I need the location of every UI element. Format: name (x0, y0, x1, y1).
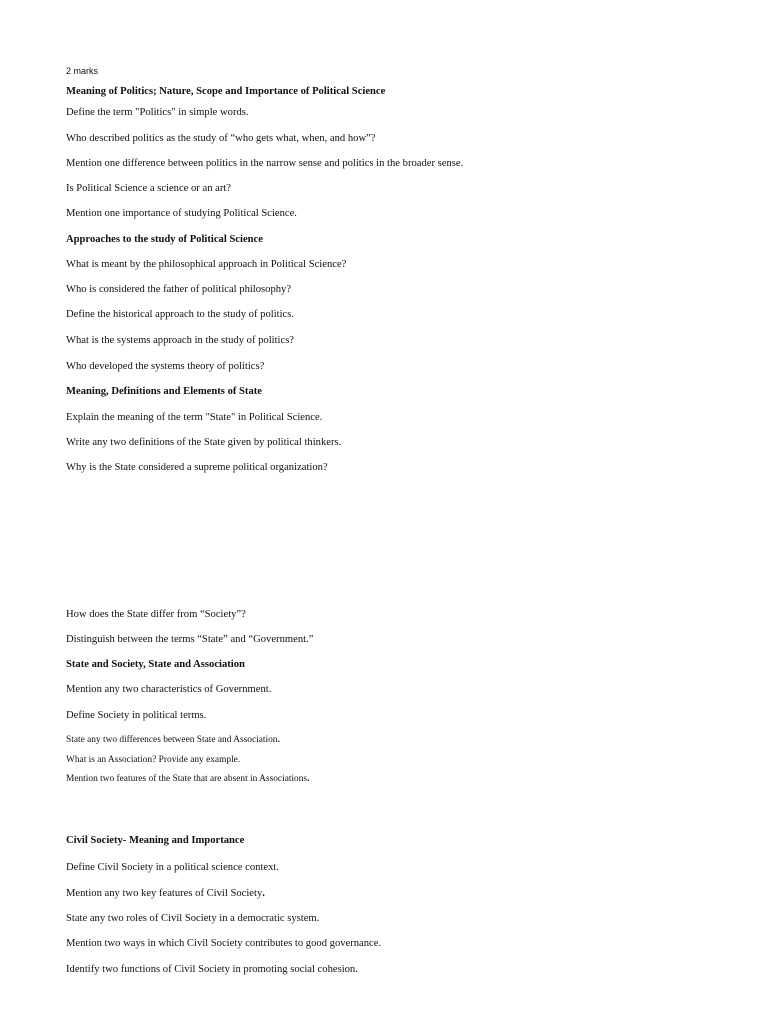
section-heading: Civil Society- Meaning and Importance (66, 835, 245, 846)
question: Distinguish between the terms “State” and “Government.” (66, 634, 314, 645)
question-text: Mention two features of the State that are absent in Associations (66, 774, 308, 784)
question: Who described politics as the study of “who gets what, when, and how”? (66, 133, 376, 144)
question (66, 736, 280, 745)
bold-period: . (262, 888, 265, 899)
question (66, 889, 265, 900)
question: Why is the State considered a supreme political organization? (66, 462, 328, 473)
question-text: Mention any two key features of Civil Society (66, 888, 263, 899)
question: Who is considered the father of political philosophy? (66, 284, 292, 295)
question: Define Civil Society in a political science context. (66, 862, 279, 873)
section-heading: State and Society, State and Association (66, 659, 245, 670)
question: Explain the meaning of the term "State" in Political Science. (66, 412, 323, 423)
question: What is the systems approach in the study of politics? (66, 335, 295, 346)
question: Mention two ways in which Civil Society contributes to good governance. (66, 938, 382, 949)
question: Mention one importance of studying Political Science. (66, 208, 297, 219)
section-heading: Meaning, Definitions and Elements of State (66, 386, 262, 397)
question (66, 775, 309, 784)
question: Mention one difference between politics in the narrow sense and politics in the broader sense. (66, 158, 464, 169)
question: What is an Association? Provide any example. (66, 755, 241, 765)
question: Define Society in political terms. (66, 710, 207, 721)
section-heading: Approaches to the study of Political Science (66, 234, 263, 245)
question: Define the historical approach to the study of politics. (66, 309, 294, 320)
question: What is meant by the philosophical approach in Political Science? (66, 259, 347, 270)
question: Define the term "Politics" in simple words. (66, 107, 249, 118)
question: Mention any two characteristics of Government. (66, 684, 272, 695)
question-text: State any two differences between State and Association (66, 735, 278, 745)
question: Write any two definitions of the State given by political thinkers. (66, 437, 342, 448)
section-heading: Meaning of Politics; Nature, Scope and Importance of Political Science (66, 86, 386, 97)
bold-period: . (277, 735, 280, 745)
question: How does the State differ from “Society”? (66, 609, 246, 620)
question: Is Political Science a science or an art? (66, 183, 232, 194)
question: Who developed the systems theory of politics? (66, 361, 265, 372)
bold-period: . (307, 774, 310, 784)
question: State any two roles of Civil Society in a democratic system. (66, 913, 320, 924)
marks-label: 2 marks (66, 66, 99, 76)
question: Identify two functions of Civil Society in promoting social cohesion. (66, 964, 358, 975)
